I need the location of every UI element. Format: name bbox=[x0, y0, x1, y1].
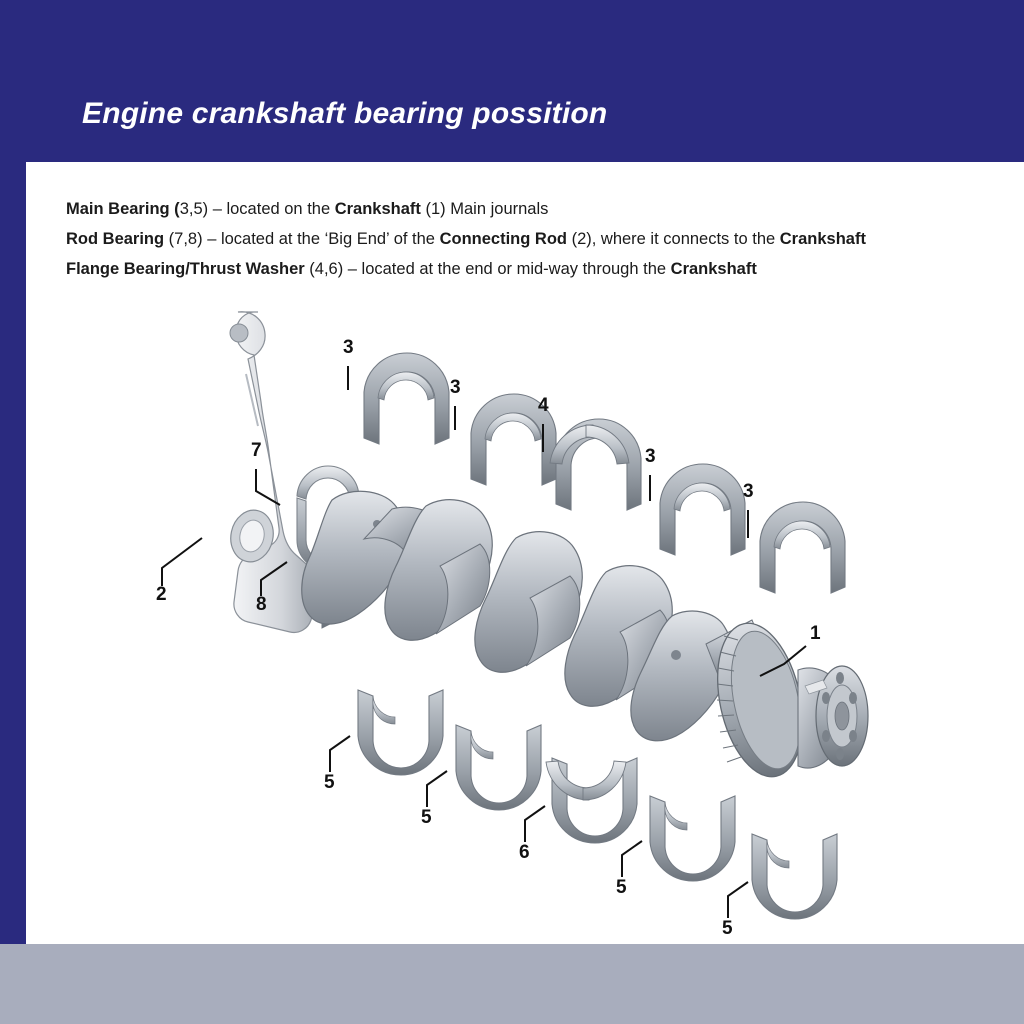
callout-5c: 5 bbox=[616, 877, 627, 898]
callout-8: 8 bbox=[256, 594, 267, 615]
callout-5b: 5 bbox=[421, 807, 432, 828]
main-bearing-shell-lower-c bbox=[650, 796, 735, 881]
callout-5d: 5 bbox=[722, 918, 733, 939]
left-accent-stripe bbox=[0, 0, 26, 1024]
callout-3a: 3 bbox=[343, 337, 354, 358]
callout-3d: 3 bbox=[743, 481, 754, 502]
callout-6: 6 bbox=[519, 842, 530, 863]
callout-3b: 3 bbox=[450, 377, 461, 398]
footer-left-cap bbox=[0, 944, 26, 1024]
callout-4: 4 bbox=[538, 395, 549, 416]
main-bearing-shell-upper-d bbox=[760, 502, 845, 593]
description-line-3: Flange Bearing/Thrust Washer (4,6) – located at the end or mid-way through the Crankshaft bbox=[66, 260, 757, 278]
main-bearing-shell-lower-a bbox=[358, 690, 443, 775]
callout-1: 1 bbox=[810, 623, 821, 644]
callout-2: 2 bbox=[156, 584, 167, 605]
footer-band bbox=[0, 944, 1024, 1024]
main-bearing-shell-lower-d bbox=[752, 834, 837, 919]
crankshaft-diagram bbox=[60, 300, 1010, 940]
callout-3c: 3 bbox=[645, 446, 656, 467]
callout-5a: 5 bbox=[324, 772, 335, 793]
header-band bbox=[26, 0, 1024, 162]
callout-7: 7 bbox=[251, 440, 262, 461]
main-bearing-shell-upper-c bbox=[660, 464, 745, 555]
description-line-2: Rod Bearing (7,8) – located at the ‘Big End’ of the Connecting Rod (2), where it connects to the Crankshaft bbox=[66, 230, 866, 248]
main-bearing-shell-lower-b bbox=[456, 725, 541, 810]
page-title: Engine crankshaft bearing possition bbox=[82, 97, 608, 130]
flange-bearing-upper bbox=[550, 419, 641, 510]
description-line-1: Main Bearing (3,5) – located on the Crankshaft (1) Main journals bbox=[66, 200, 549, 218]
main-bearing-shell-upper-a bbox=[364, 353, 449, 444]
description-block bbox=[66, 196, 996, 286]
flange-bearing-lower bbox=[546, 758, 637, 843]
